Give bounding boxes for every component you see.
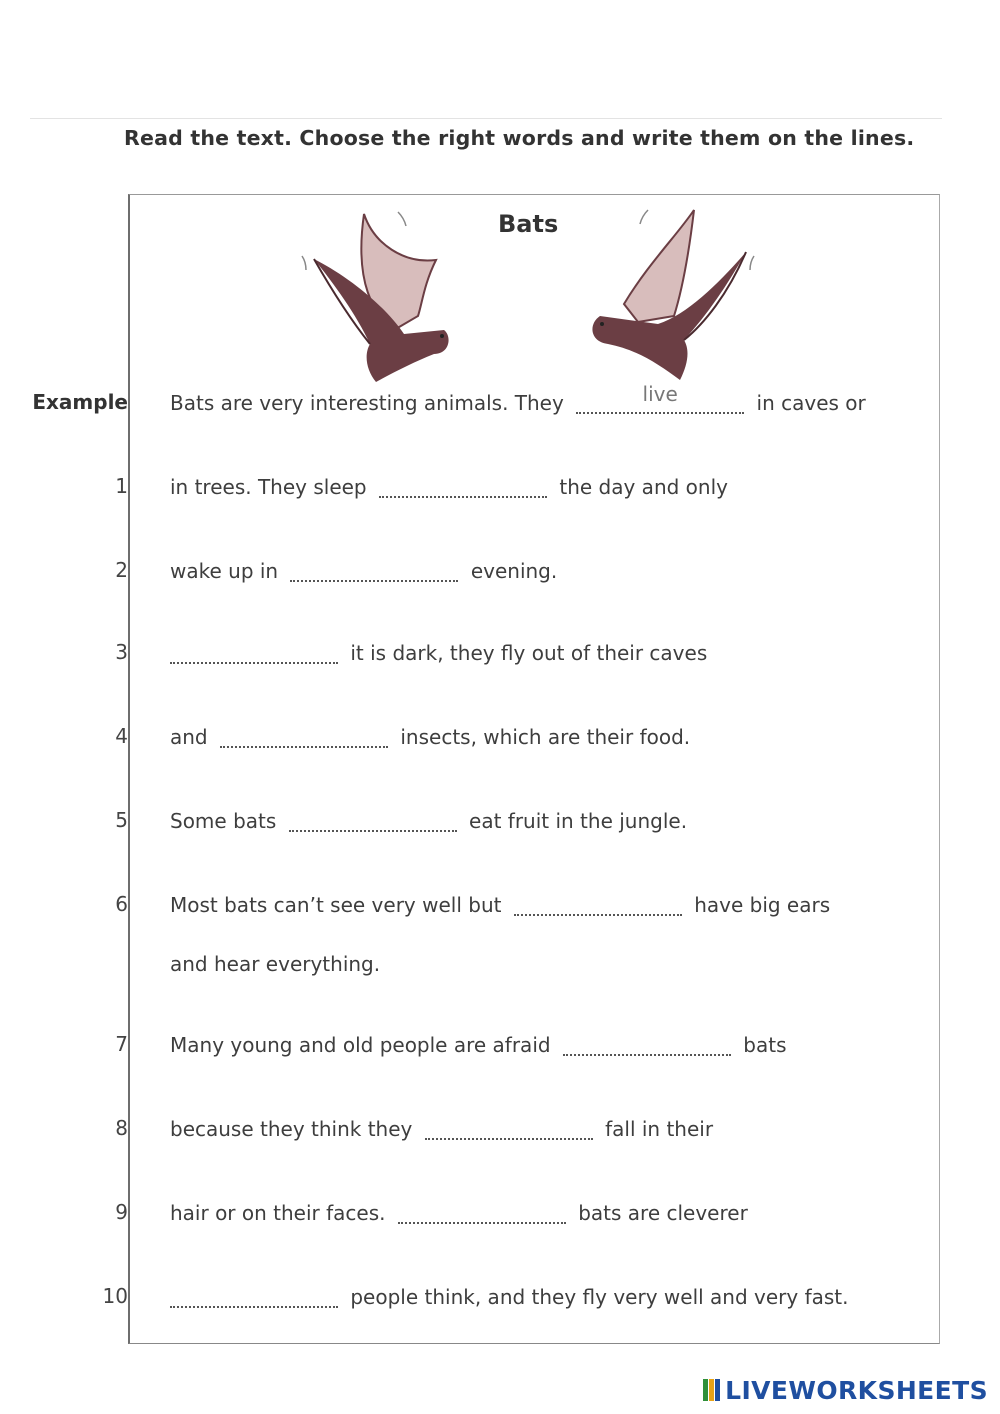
instruction-text: Read the text. Choose the right words and write them on the lines. — [124, 126, 915, 150]
line-text — [170, 892, 830, 917]
blank-answer-field[interactable] — [220, 724, 388, 748]
text-after-blank: the day and only — [559, 475, 728, 499]
blank-answer-field[interactable] — [425, 1116, 593, 1140]
blank-answer-field[interactable] — [170, 1284, 338, 1308]
text-after-blank: in caves or — [756, 391, 866, 415]
text-after-blank: insects, which are their food. — [400, 725, 691, 749]
text-before-blank: Some bats — [170, 809, 277, 833]
text-line-6-continued — [0, 948, 1000, 988]
text-after-blank: bats — [743, 1033, 787, 1057]
blank-answer-field[interactable] — [290, 558, 458, 582]
text-after-blank: people think, and they fly very well and very fast. — [350, 1285, 849, 1309]
line-text — [170, 474, 728, 499]
text-after-blank: evening. — [470, 559, 558, 583]
text-frame — [128, 194, 940, 1344]
line-text — [170, 558, 557, 583]
text-before-blank: because they think they — [170, 1117, 413, 1141]
line-number: 8 — [115, 1116, 128, 1140]
text-line-10 — [0, 1280, 1000, 1320]
line-number: 1 — [115, 474, 128, 498]
line-number: 6 — [115, 892, 128, 916]
blank-answer-field[interactable] — [563, 1032, 731, 1056]
text-line-2 — [0, 554, 1000, 594]
text-after-blank: bats are cleverer — [578, 1201, 748, 1225]
text-before-blank: Most bats can’t see very well but — [170, 893, 502, 917]
line-text: and hear everything. — [170, 952, 381, 976]
line-number: 9 — [115, 1200, 128, 1224]
line-text — [170, 1116, 713, 1141]
answer-text: live — [642, 382, 678, 406]
bat-right-illustration — [578, 204, 758, 384]
blank-answer-field[interactable] — [398, 1200, 566, 1224]
blank-answer-field[interactable] — [170, 640, 338, 664]
blank-answer-field[interactable] — [289, 808, 457, 832]
text-after-blank: fall in their — [605, 1117, 714, 1141]
text-before-blank: Bats are very interesting animals. They — [170, 391, 564, 415]
text-line-9 — [0, 1196, 1000, 1236]
text-line-5 — [0, 804, 1000, 844]
line-number: 2 — [115, 558, 128, 582]
logo-text: LIVEWORKSHEETS — [725, 1375, 988, 1405]
text-line-example — [0, 382, 1000, 426]
line-text — [170, 382, 866, 415]
line-text — [170, 640, 707, 665]
bat-left-illustration — [294, 204, 454, 384]
text-before-blank: hair or on their faces. — [170, 1201, 386, 1225]
line-number: 10 — [102, 1284, 128, 1308]
line-text — [170, 808, 687, 833]
top-rule — [30, 118, 942, 119]
worksheet-title: Bats — [498, 210, 559, 238]
blank-answer-field[interactable] — [576, 382, 744, 414]
line-number: 7 — [115, 1032, 128, 1056]
text-line-1 — [0, 470, 1000, 510]
blank-answer-field[interactable] — [514, 892, 682, 916]
text-line-7 — [0, 1028, 1000, 1068]
example-label: Example — [32, 390, 128, 414]
line-text — [170, 1284, 849, 1309]
liveworksheets-logo — [703, 1374, 988, 1406]
text-after-blank: it is dark, they fly out of their caves — [350, 641, 708, 665]
text-before-blank: Many young and old people are afraid — [170, 1033, 551, 1057]
line-text — [170, 1032, 787, 1057]
line-number: 3 — [115, 640, 128, 664]
text-after-blank: eat fruit in the jungle. — [469, 809, 688, 833]
text-before-blank: and — [170, 725, 208, 749]
line-text — [170, 724, 690, 749]
line-number: 4 — [115, 724, 128, 748]
text-line-6 — [0, 888, 1000, 928]
blank-answer-field[interactable] — [379, 474, 547, 498]
text-line-3 — [0, 636, 1000, 676]
line-text — [170, 1200, 748, 1225]
line-number: 5 — [115, 808, 128, 832]
text-line-4 — [0, 720, 1000, 760]
liveworksheets-icon — [703, 1377, 721, 1403]
text-after-blank: have big ears — [694, 893, 831, 917]
text-line-8 — [0, 1112, 1000, 1152]
text-before-blank: wake up in — [170, 559, 279, 583]
text-before-blank: in trees. They sleep — [170, 475, 367, 499]
